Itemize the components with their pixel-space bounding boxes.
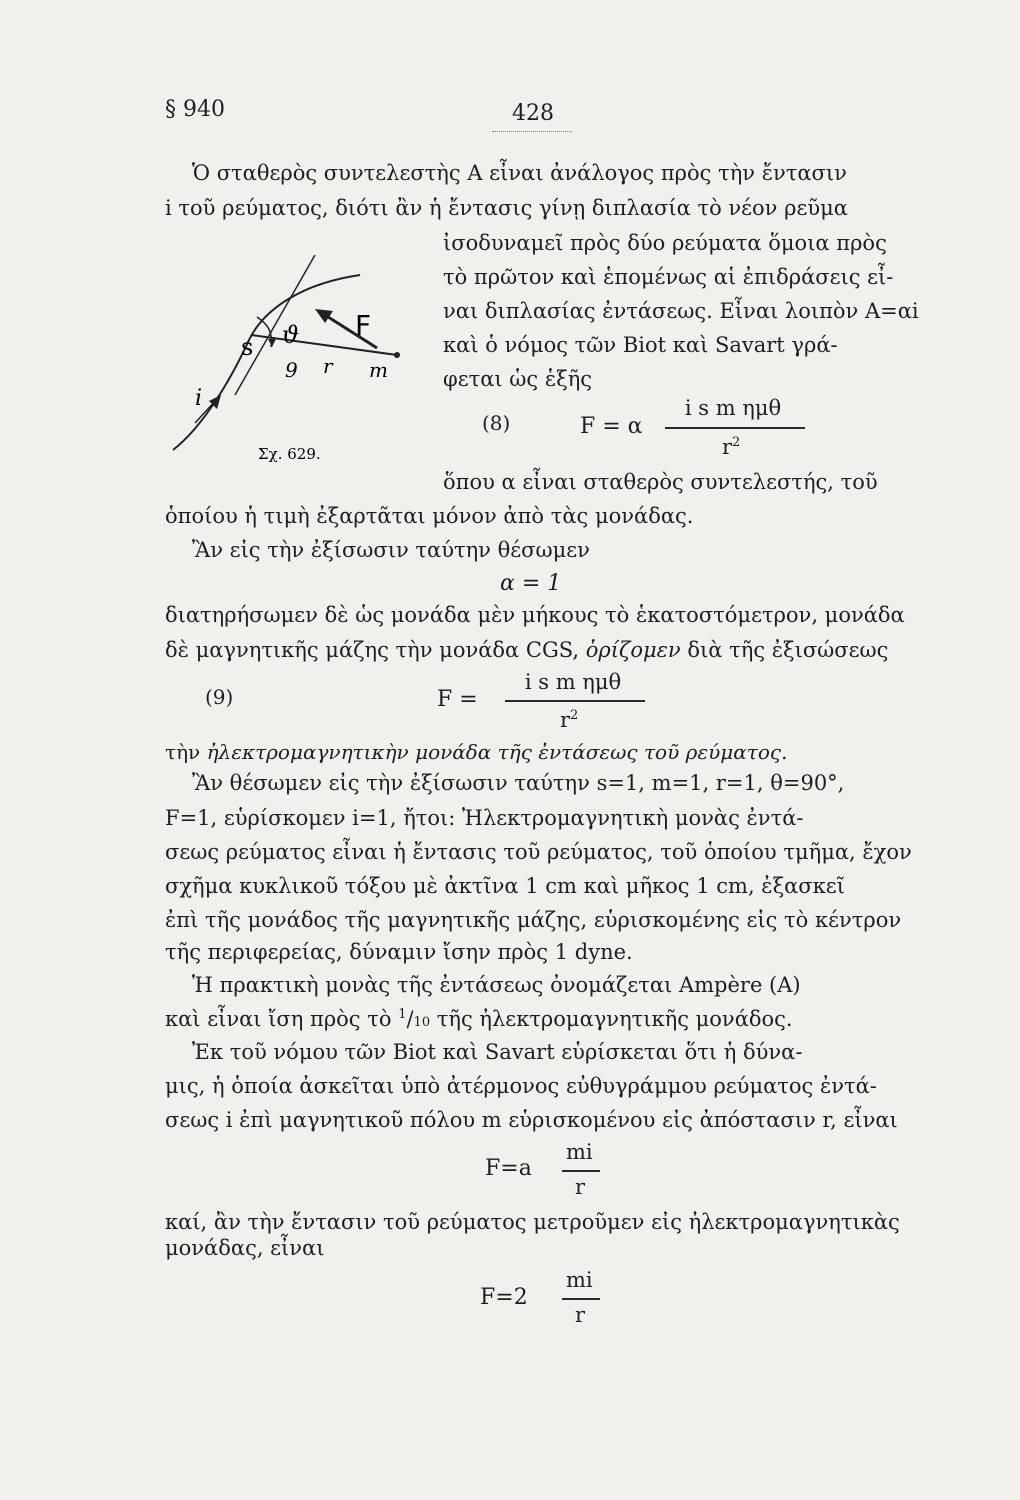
- text-line-21-part-a: καὶ εἶναι ἴση πρὸς τὸ: [165, 1007, 392, 1031]
- pole-m-point: [394, 352, 400, 358]
- figure-label-r: r: [323, 354, 333, 378]
- figure-label-i: i: [195, 386, 203, 411]
- eq11-fraction-bar: [562, 1298, 600, 1300]
- text-line-9: ὁποίου ἡ τιμὴ ἐξαρτᾶται μόνον ἀπὸ τὰς μονάδας.: [165, 504, 694, 528]
- text-line-22: Ἐκ τοῦ νόμου τῶν Biot καὶ Savart εὑρίσκεται ὅτι ἡ δύνα-: [192, 1040, 803, 1064]
- eq8-denominator-exponent: 2: [732, 435, 741, 450]
- figure-label-s: s: [241, 333, 254, 361]
- text-line-6: καὶ ὁ νόμος τῶν Biot καὶ Savart γρά-: [443, 333, 838, 357]
- page-number: 428: [512, 101, 554, 126]
- eq11-lhs: F=2: [480, 1285, 528, 1310]
- eq10-denominator: r: [575, 1175, 586, 1199]
- text-line-7: φεται ὡς ἑξῆς: [443, 367, 593, 391]
- eq10-numerator: mi: [566, 1140, 593, 1164]
- force-arrow-head: [315, 309, 333, 323]
- eq8-denominator: [722, 436, 740, 458]
- text-line-20: Ἡ πρακτικὴ μονὰς τῆς ἐντάσεως ὀνομάζεται Ampère (A): [192, 973, 801, 997]
- eq9-denominator-exponent: 2: [570, 708, 579, 723]
- text-line-5: ναι διπλασίας ἐντάσεως. Εἶναι λοιπὸν A=αi: [443, 299, 919, 323]
- text-line-25: καί, ἂν τὴν ἔντασιν τοῦ ρεύματος μετροῦμεν εἰς ἠλεκτρομαγνητικὰς: [165, 1210, 900, 1234]
- figure-label-m: m: [369, 358, 388, 382]
- page-number-underline: [492, 131, 572, 132]
- eq9-lhs: F =: [437, 687, 478, 712]
- eq8-label: (8): [482, 411, 511, 435]
- figure-label-9: 9: [285, 358, 298, 382]
- tangent-line: [235, 255, 315, 395]
- eq-alpha: α = 1: [500, 571, 562, 596]
- eq9-fraction-bar: [505, 700, 645, 702]
- eq8-fraction-bar: [665, 427, 805, 429]
- eq11-denominator: r: [575, 1303, 586, 1327]
- text-line-24: σεως i ἐπὶ μαγνητικοῦ πόλου m εὑρισκομένου εἰς ἀπόστασιν r, εἶναι: [165, 1108, 898, 1132]
- text-line-8: ὅπου α εἶναι σταθερὸς συντελεστής, τοῦ: [443, 470, 878, 494]
- fraction-slash: /: [406, 1007, 414, 1031]
- text-line-12-part-c: διὰ τῆς ἐξισώσεως: [687, 638, 889, 662]
- text-line-16: σεως ρεύματος εἶναι ἡ ἔντασις τοῦ ρεύματος, τοῦ ὁποίου τμῆμα, ἔχον: [165, 840, 912, 864]
- text-line-12-part-a: δὲ μαγνητικῆς μάζης τὴν μονάδα CGS,: [165, 638, 580, 662]
- eq10-lhs: F=a: [485, 1156, 532, 1181]
- figure-label-theta: ϑ: [282, 321, 300, 349]
- text-line-10: Ἂν εἰς τὴν ἐξίσωσιν ταύτην θέσωμεν: [192, 538, 590, 562]
- text-line-21-part-e: τῆς ἠλεκτρομαγνητικῆς μονάδος.: [436, 1007, 793, 1031]
- figure-629: [165, 255, 425, 465]
- text-line-18: ἐπὶ τῆς μονάδος τῆς μαγνητικῆς μάζης, εὑρισκομένης εἰς τὸ κέντρον: [165, 908, 902, 932]
- eq9-denominator-base: r: [560, 708, 571, 732]
- text-line-19: τῆς περιφερείας, δύναμιν ἴσην πρὸς 1 dyne.: [165, 940, 633, 964]
- text-line-23: μις, ἡ ὁποία ἀσκεῖται ὑπὸ ἀτέρμονος εὐθυγράμμου ρεύματος ἐντά-: [165, 1074, 877, 1098]
- eq9-numerator: i s m ημθ: [524, 670, 622, 694]
- text-line-13: [165, 742, 787, 762]
- text-line-26: μονάδας, εἶναι: [165, 1236, 325, 1260]
- text-line-13-italic: ἠλεκτρομαγνητικὴν μονάδα τῆς ἐντάσεως τοῦ ρεύματος.: [206, 740, 788, 764]
- text-line-3: ἰσοδυναμεῖ πρὸς δύο ρεύματα ὅμοια πρὸς: [443, 231, 887, 255]
- text-line-11: διατηρήσωμεν δὲ ὡς μονάδα μὲν μήκους τὸ ἑκατοστόμετρον, μονάδα: [165, 603, 905, 627]
- section-number: § 940: [165, 97, 225, 122]
- fraction-denominator-10: 10: [413, 1015, 431, 1030]
- figure-label-F: F: [355, 309, 372, 342]
- text-line-21: [165, 1008, 793, 1030]
- eq8-numerator: i s m ημθ: [684, 396, 782, 420]
- text-line-15: F=1, εὑρίσκομεν i=1, ἤτοι: Ἠλεκτρομαγνητικὴ μονὰς ἐντά-: [165, 806, 804, 830]
- eq9-fraction: [503, 672, 643, 693]
- eq9-denominator: [560, 709, 578, 731]
- text-line-12-italic: ὁρίζομεν: [585, 638, 681, 662]
- text-line-4: τὸ πρῶτον καὶ ἑπομένως αἱ ἐπιδράσεις εἶ-: [443, 265, 894, 289]
- text-line-17: σχῆμα κυκλικοῦ τόξου μὲ ἀκτῖνα 1 cm καὶ μῆκος 1 cm, ἐξασκεῖ: [165, 874, 845, 898]
- eq8-lhs: F = α: [580, 414, 643, 439]
- figure-caption: Σχ. 629.: [258, 445, 321, 463]
- angle-arrow-head: [268, 339, 276, 347]
- eq9-label: (9): [205, 685, 234, 709]
- text-line-2: i τοῦ ρεύματος, διότι ἂν ἡ ἔντασις γίνῃ διπλασία τὸ νέον ρεῦμα: [165, 196, 848, 220]
- text-line-13-part-a: τὴν: [165, 740, 201, 764]
- eq10-fraction-bar: [562, 1170, 600, 1172]
- text-line-12: [165, 640, 888, 661]
- eq11-numerator: mi: [566, 1268, 593, 1292]
- eq8-fraction: [663, 398, 803, 419]
- text-line-14: Ἂν θέσωμεν εἰς τὴν ἐξίσωσιν ταύτην s=1, m=1, r=1, θ=90°,: [192, 771, 845, 795]
- eq8-denominator-base: r: [722, 435, 733, 459]
- fraction-numerator-1: 1: [398, 1007, 407, 1022]
- text-line-1: Ὁ σταθερὸς συντελεστὴς A εἶναι ἀνάλογος πρὸς τὴν ἔντασιν: [192, 161, 847, 185]
